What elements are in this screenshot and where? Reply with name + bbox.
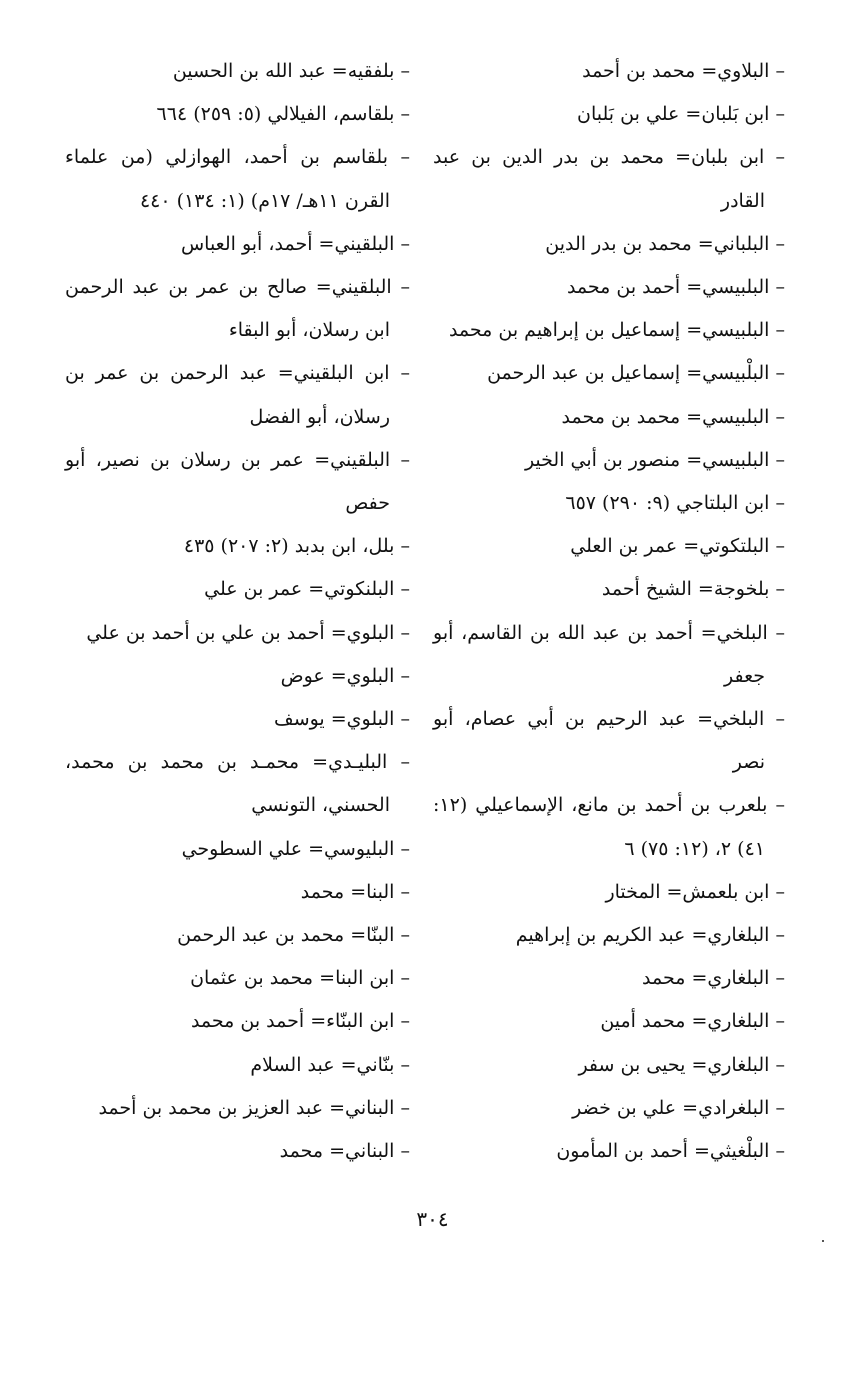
index-entry: – البلْغيثي= أحمد بن المأمون: [556, 1140, 785, 1163]
index-entry: – ابن البلتاجي (٩: ٢٩٠) ٦٥٧: [565, 492, 785, 515]
index-entry: – البنا= محمد: [300, 880, 410, 903]
index-entry: – البلبيسي= منصور بن أبي الخير: [524, 448, 785, 471]
scan-speck: [822, 1240, 824, 1242]
index-entry: – ابن بَلبان= علي بن بَلبان: [577, 103, 785, 126]
index-entry: – البلنكوتي= عمر بن علي: [204, 578, 410, 601]
index-entry: – البلقيني= أحمد، أبو العباس: [180, 232, 410, 255]
index-entry: – البلوي= يوسف: [274, 708, 410, 731]
index-entry: – البلغاري= محمد أمين: [600, 1010, 785, 1033]
index-entry: – ابن البلقيني= عبد الرحمن بن عمر بن رسلان، أبو الفضل: [65, 362, 410, 428]
index-entry: – البلقيني= عمر بن رسلان بن نصير، أبو حفص: [65, 448, 410, 515]
index-entry: – بلل، ابن بدبد (٢: ٢٠٧) ٤٣٥: [183, 535, 410, 558]
index-entry: – البليـدي= محمـد بن محمد بن محمد، الحسني، التونسي: [65, 751, 410, 817]
index-entry: – البلقيني= صالح بن عمر بن عبد الرحمن ابن رسلان، أبو البقاء: [65, 276, 410, 342]
index-entry: – البناني= عبد العزيز بن محمد بن أحمد: [98, 1096, 410, 1119]
index-entry: – البلخي= أحمد بن عبد الله بن القاسم، أبو جعفر: [433, 621, 785, 687]
index-entry: – البلغاري= يحيى بن سفر: [578, 1053, 785, 1076]
index-entry: – بلفقيه= عبد الله بن الحسين: [172, 60, 410, 82]
index-entry: – البلغرادي= علي بن خضر: [572, 1096, 785, 1119]
index-entry: – البلبيسي= محمد بن محمد: [561, 405, 785, 428]
index-entry: – بلقاسم بن أحمد، الهوازلي (من علماء القرن ١١هـ/ ١٧م) (١: ١٣٤) ٤٤٠: [65, 146, 410, 212]
index-entry: – البلباني= محمد بن بدر الدين: [545, 232, 785, 255]
index-entry: – البلاوي= محمد بن أحمد: [582, 60, 785, 82]
index-entry: – البلغاري= محمد: [642, 967, 785, 990]
index-entry: – البلوي= أحمد بن علي بن أحمد بن علي: [86, 621, 410, 644]
index-entry: – ابن بلعمش= المختار: [605, 880, 785, 903]
index-column-right: [433, 50, 785, 1173]
index-entry: – البلبيسي= إسماعيل بن إبراهيم بن محمد: [448, 319, 785, 342]
index-entry: – ابن البنا= محمد بن عثمان: [190, 967, 410, 990]
index-column-left: [65, 50, 410, 1173]
index-entry: – بلخوجة= الشيخ أحمد: [601, 578, 785, 601]
index-entry: – البلوي= عوض: [280, 664, 410, 687]
index-entry: – البناني= محمد: [279, 1140, 410, 1163]
index-entry: – البلبيسي= أحمد بن محمد: [566, 276, 785, 299]
index-entry: – البليوسي= علي السطوحي: [181, 837, 410, 860]
page-number: ٣٠٤: [416, 1207, 449, 1231]
index-entry: – بنّاني= عبد السلام: [250, 1053, 410, 1076]
index-entry: – بلعرب بن أحمد بن مانع، الإسماعيلي (١٢: ٤١) ٢، (١٢: ٧٥) ٦: [433, 794, 785, 860]
index-entry: – ابن بلبان= محمد بن بدر الدين بن عبد القادر: [433, 146, 785, 212]
index-entry: – البلْبيسي= إسماعيل بن عبد الرحمن: [487, 362, 785, 385]
index-entry: – ابن البنّاء= أحمد بن محمد: [190, 1010, 410, 1033]
index-entry: – البلغاري= عبد الكريم بن إبراهيم: [515, 924, 785, 947]
index-entry: – البلخي= عبد الرحيم بن أبي عصام، أبو نصر: [433, 708, 785, 774]
index-entry: – البلتكوتي= عمر بن العلي: [570, 535, 785, 558]
index-entry: – البنّا= محمد بن عبد الرحمن: [177, 924, 410, 947]
index-entry: – بلقاسم، الفيلالي (٥: ٢٥٩) ٦٦٤: [156, 103, 410, 126]
